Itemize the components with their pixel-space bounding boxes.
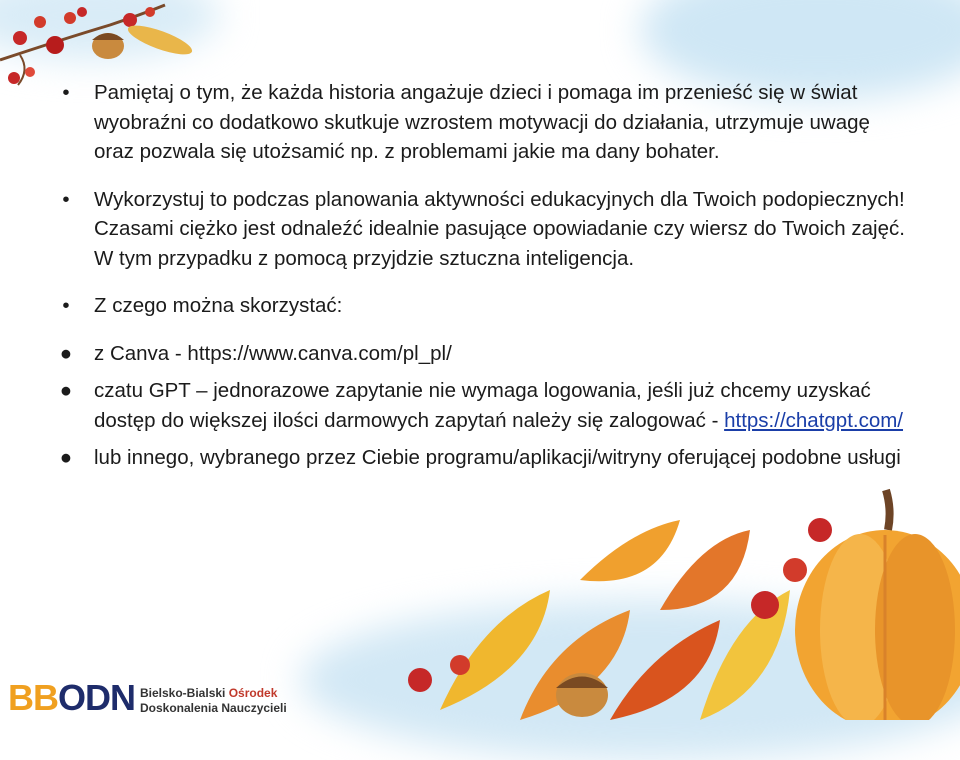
bullet-text: z Canva - https://www.canva.com/pl_pl/ [94,341,452,365]
bullet-item [56,291,906,321]
bullet-text: Z czego można skorzystać: [94,294,343,317]
chatgpt-link[interactable]: https://chatgpt.com/ [724,408,904,432]
bullet-text: lub innego, wybranego przez Ciebie programu/aplikacji/witryny oferującej podobne usługi [94,446,901,469]
bullet-marker: • [62,294,70,317]
bbodn-logo [0,672,300,720]
bullet-item [56,339,906,369]
bullet-item [56,443,906,473]
logo-mark: BBODN [8,677,135,718]
autumn-leaves-icon [400,500,960,720]
slide-content [56,78,906,473]
bullet-item [56,376,906,435]
bullet-item [56,185,906,274]
bullet-marker: • [62,187,70,211]
bullet-text: Pamiętaj o tym, że każda historia angażuje dzieci i pomaga im przenieść się w świat wyobraźni co dodatkowo skutkuje wzrostem motywacji do działania, utrzymuje uwagę oraz pozwala się utożsamić np. z problemami jakie ma dany bohater. [94,81,870,163]
bullet-marker: • [62,81,70,104]
bullet-text: Wykorzystuj to podczas planowania aktywności edukacyjnych dla Twoich podopiecznych! Czasami ciężko jest odnaleźć idealnie pasujące opowiadanie czy wiersz do Twoich zajęć. W tym przypadku z pomocą przyjdzie sztuczna inteligencja. [94,187,905,270]
logo-text: Bielsko-Bialski Ośrodek Doskonalenia Nauczycieli [140,686,287,715]
bullet-marker: ● [59,379,73,402]
bullet-text: czatu GPT – jednorazowe zapytanie nie wymaga logowania, jeśli już chcemy uzyskać dostęp do większej ilości darmowych zapytań należy się zalogować - [94,379,871,432]
bullet-marker: ● [59,341,73,365]
bullet-item [56,78,906,167]
bullet-marker: ● [59,446,73,469]
